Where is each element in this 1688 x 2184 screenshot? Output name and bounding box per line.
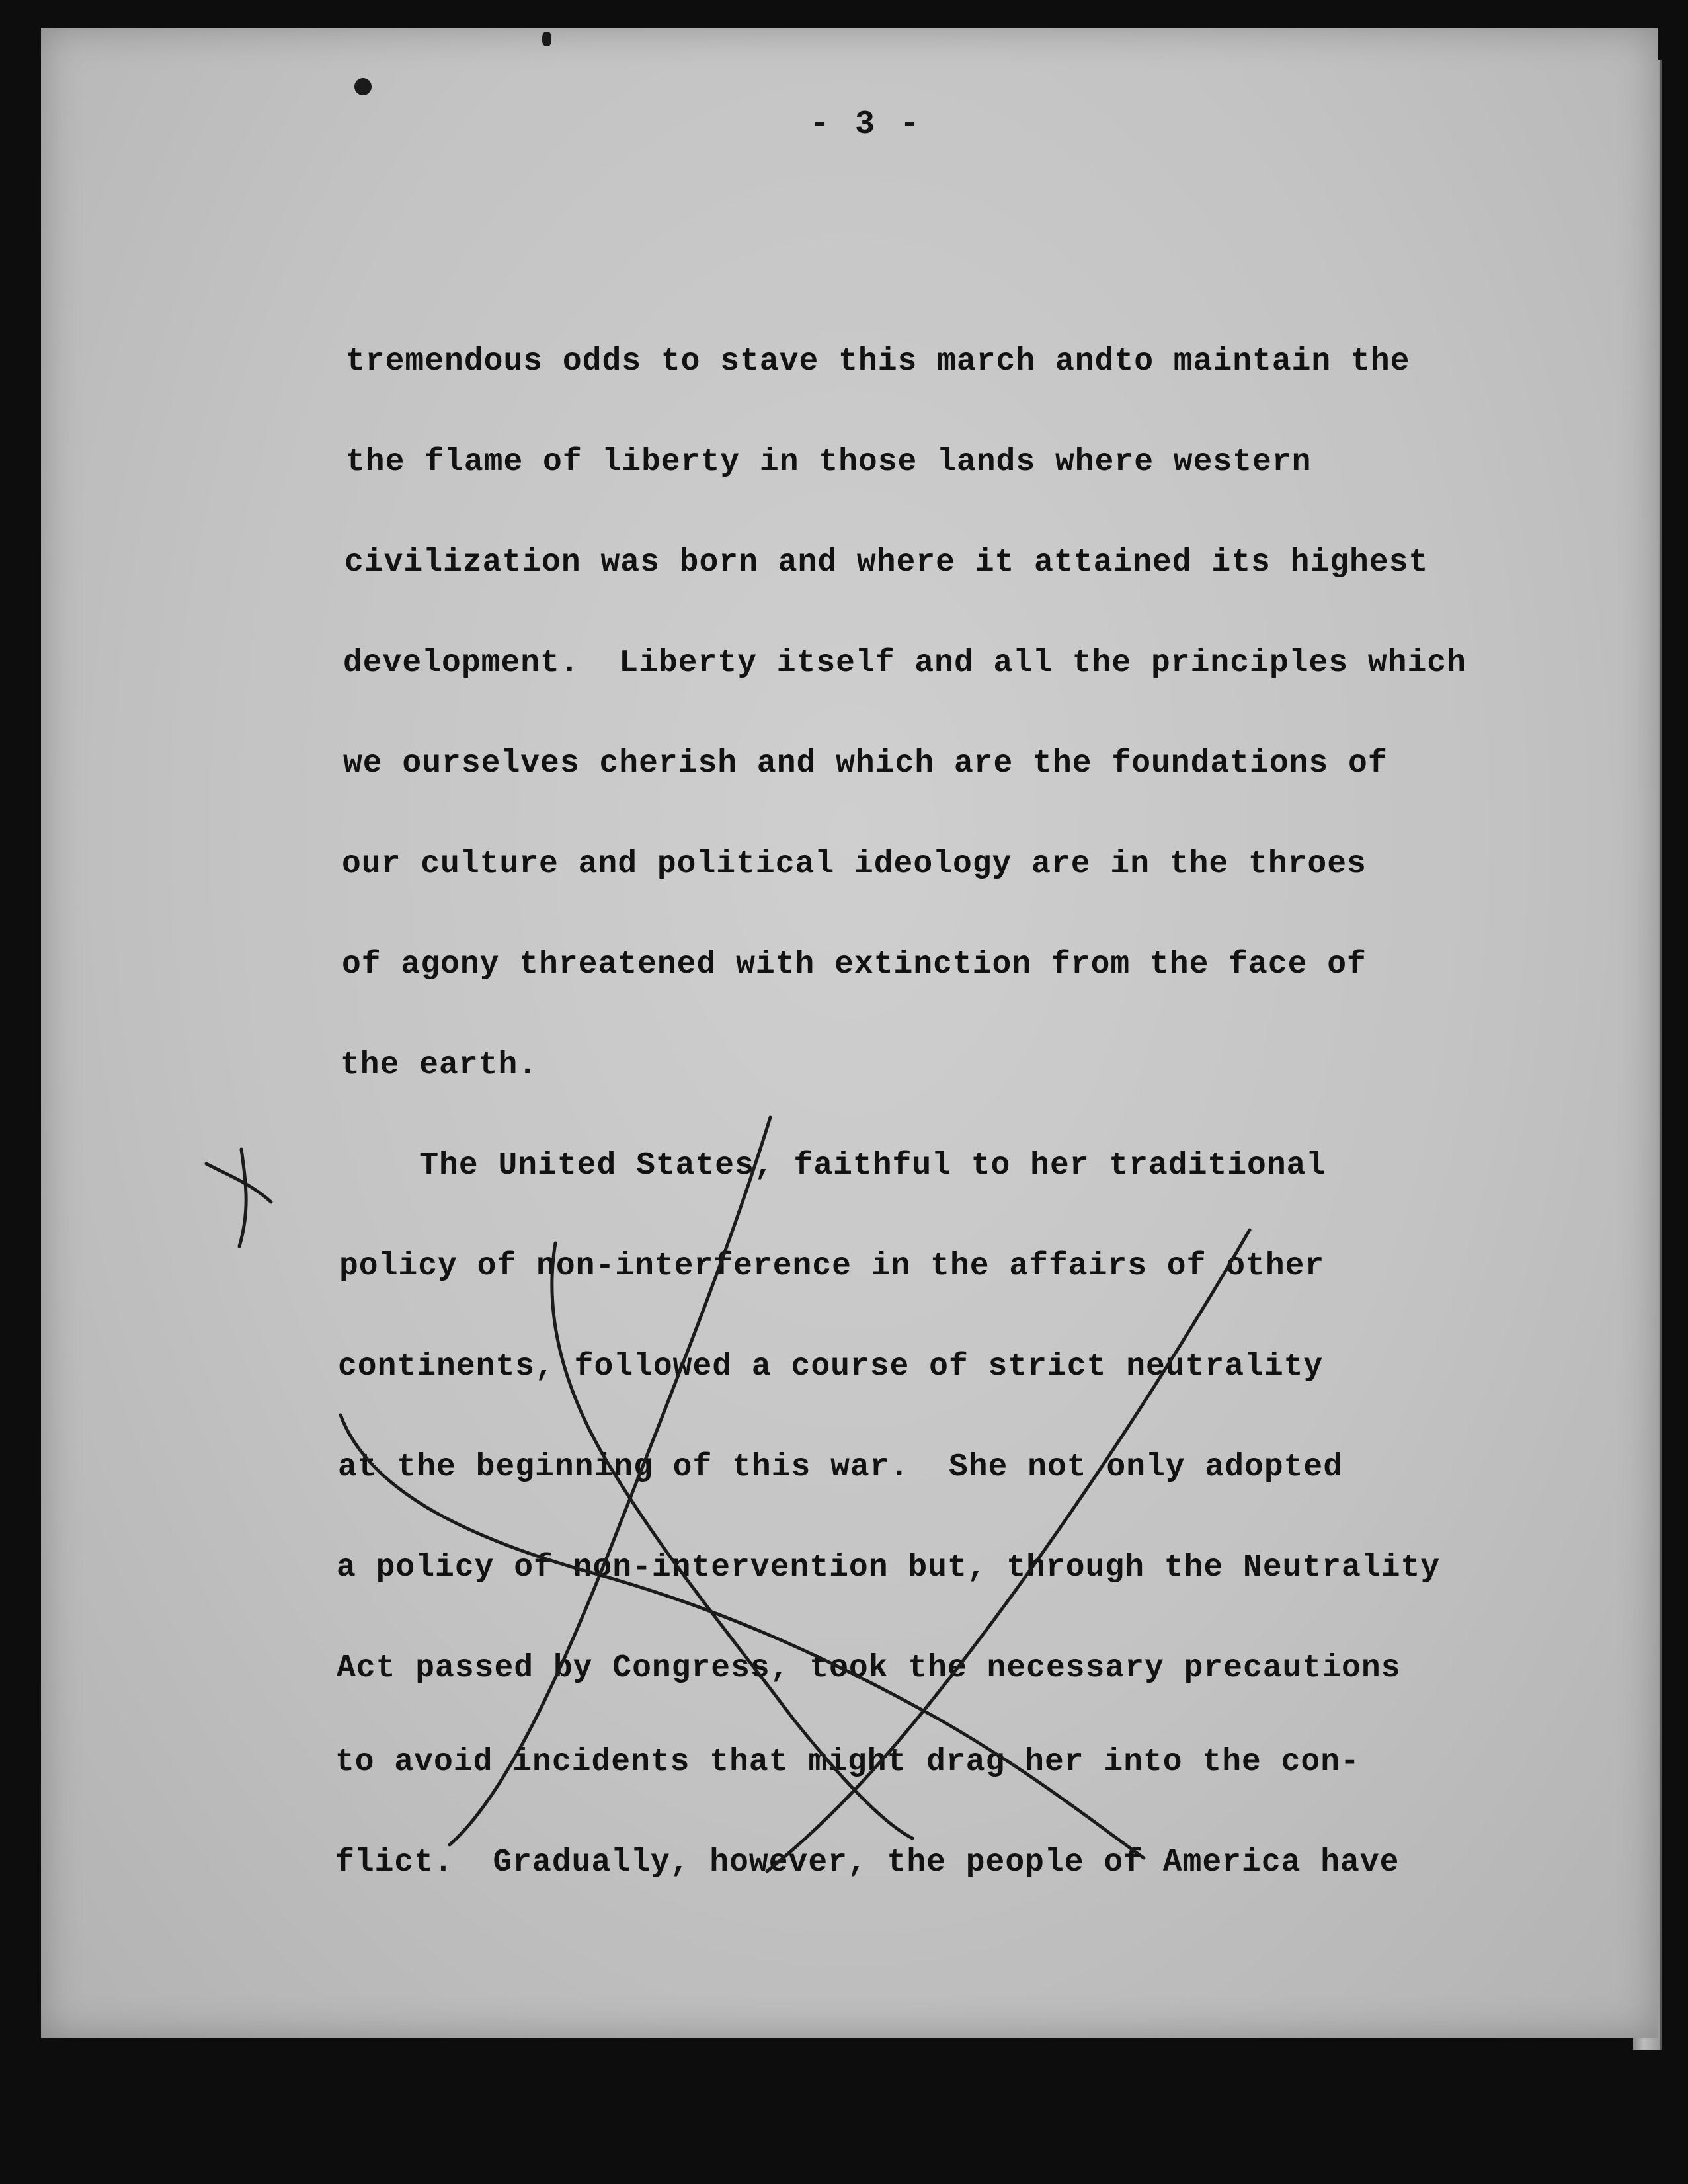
- text-line-14: Act passed by Congress, took the necessary precautions: [337, 1650, 1401, 1686]
- text-line-13: a policy of non-intervention but, through the Neutrality: [337, 1550, 1441, 1586]
- ink-spot: [542, 32, 551, 46]
- page-number: - 3 -: [810, 106, 923, 143]
- text-line-11: continents, followed a course of strict neutrality: [338, 1349, 1324, 1385]
- text-line-2: the flame of liberty in those lands where western: [346, 444, 1312, 480]
- text-line-6: our culture and political ideology are in the throes: [342, 846, 1367, 882]
- text-line-9: The United States, faithful to her traditional: [341, 1148, 1326, 1184]
- text-line-8: the earth.: [341, 1047, 538, 1083]
- text-line-1: tremendous odds to stave this march andto maintain the: [346, 344, 1410, 380]
- text-line-5: we ourselves cherish and which are the foundations of: [343, 746, 1388, 782]
- ink-spot: [354, 78, 372, 95]
- text-line-4: development. Liberty itself and all the principles which: [343, 645, 1467, 681]
- text-line-7: of agony threatened with extinction from the face of: [342, 947, 1367, 983]
- text-line-16: flict. Gradually, however, the people of America have: [335, 1845, 1400, 1881]
- typed-page: [41, 28, 1658, 2038]
- text-line-15: to avoid incidents that might drag her into the con-: [335, 1744, 1360, 1780]
- text-line-3: civilization was born and where it attained its highest: [344, 545, 1429, 581]
- text-line-10: policy of non-interference in the affairs of other: [339, 1248, 1325, 1284]
- text-line-12: at the beginning of this war. She not only adopted: [338, 1449, 1344, 1485]
